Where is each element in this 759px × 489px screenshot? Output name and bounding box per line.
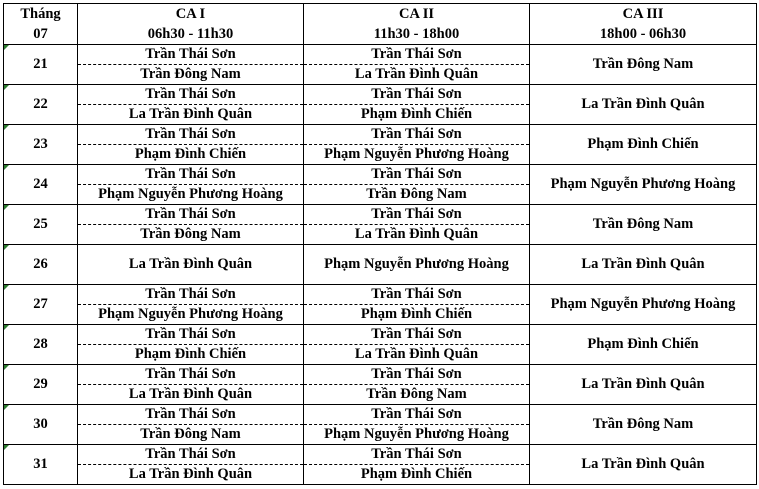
staff-name: Trần Đông Nam <box>592 56 694 72</box>
cell-marker-icon <box>4 165 9 170</box>
staff-name: Trần Thái Sơn <box>304 85 529 105</box>
staff-name: La Trần Đình Quân <box>354 346 479 362</box>
staff-name: La Trần Đình Quân <box>581 256 705 272</box>
day-cell <box>4 245 78 285</box>
staff-stack <box>304 285 529 324</box>
staff-name: Trần Thái Sơn <box>78 325 303 345</box>
table-row <box>4 445 757 485</box>
shift-cell-ca3 <box>530 405 757 445</box>
shift-header-ca2 <box>304 4 530 45</box>
month-label: Tháng <box>20 6 61 22</box>
shift-cell-ca1 <box>78 285 304 325</box>
cell-marker-icon <box>4 125 9 130</box>
shift-cell-ca3 <box>530 165 757 205</box>
staff-name: Phạm Đình Chiến <box>587 336 699 352</box>
staff-name: La Trần Đình Quân <box>354 66 479 82</box>
staff-name: Phạm Đình Chiến <box>587 136 699 152</box>
table-row <box>4 165 757 205</box>
shift-cell-ca2 <box>304 325 530 365</box>
staff-name: Trần Thái Sơn <box>304 365 529 385</box>
staff-stack <box>78 205 303 244</box>
staff-name: Trần Đông Nam <box>140 226 241 242</box>
staff-name: Trần Thái Sơn <box>304 405 529 425</box>
shift-cell-ca2 <box>304 85 530 125</box>
day-number: 26 <box>33 256 48 272</box>
month-header-cell <box>4 4 78 45</box>
shift-name: CA I <box>175 6 206 22</box>
staff-name: Trần Thái Sơn <box>78 165 303 185</box>
staff-name: Phạm Nguyễn Phương Hoàng <box>324 426 509 442</box>
shift-cell-ca1 <box>78 445 304 485</box>
day-cell <box>4 125 78 165</box>
staff-name: Phạm Đình Chiến <box>360 306 473 322</box>
shift-name: CA II <box>398 6 435 22</box>
staff-stack <box>78 125 303 164</box>
staff-stack <box>304 45 529 84</box>
shift-cell-ca1 <box>78 165 304 205</box>
staff-name: Trần Thái Sơn <box>304 285 529 305</box>
shift-cell-ca3 <box>530 205 757 245</box>
staff-name: La Trần Đình Quân <box>581 456 705 472</box>
staff-stack <box>78 445 303 484</box>
staff-name: La Trần Đình Quân <box>581 96 705 112</box>
cell-marker-icon <box>4 45 9 50</box>
staff-name: Phạm Đình Chiến <box>360 106 473 122</box>
day-cell <box>4 45 78 85</box>
staff-name: La Trần Đình Quân <box>128 386 253 402</box>
staff-name: Trần Thái Sơn <box>304 205 529 225</box>
day-number: 22 <box>33 96 48 112</box>
shift-cell-ca3 <box>530 445 757 485</box>
day-cell <box>4 325 78 365</box>
shift-cell-ca2 <box>304 125 530 165</box>
staff-name: Trần Thái Sơn <box>78 205 303 225</box>
day-cell <box>4 445 78 485</box>
shift-cell-ca1 <box>78 405 304 445</box>
staff-stack <box>304 85 529 124</box>
shift-header-ca1 <box>78 4 304 45</box>
table-row <box>4 245 757 285</box>
table-row <box>4 365 757 405</box>
staff-name: Trần Đông Nam <box>140 426 241 442</box>
cell-marker-icon <box>4 405 9 410</box>
shift-cell-ca2 <box>304 285 530 325</box>
staff-name: Trần Thái Sơn <box>304 325 529 345</box>
staff-name: La Trần Đình Quân <box>354 226 479 242</box>
staff-name: Phạm Nguyễn Phương Hoàng <box>324 146 509 162</box>
shift-cell-ca1 <box>78 325 304 365</box>
table-row <box>4 405 757 445</box>
staff-name: La Trần Đình Quân <box>128 106 253 122</box>
shift-name: CA III <box>622 6 664 22</box>
day-cell <box>4 365 78 405</box>
cell-marker-icon <box>4 285 9 290</box>
staff-name: Trần Thái Sơn <box>304 165 529 185</box>
staff-name: Trần Thái Sơn <box>304 125 529 145</box>
staff-name: Trần Thái Sơn <box>304 45 529 65</box>
day-number: 29 <box>33 376 48 392</box>
staff-name: Phạm Đình Chiến <box>134 146 247 162</box>
staff-name: Trần Thái Sơn <box>78 85 303 105</box>
shift-cell-ca2 <box>304 205 530 245</box>
day-number: 27 <box>33 296 48 312</box>
staff-stack <box>304 405 529 444</box>
shift-cell-ca3 <box>530 45 757 85</box>
shift-cell-ca2 <box>304 405 530 445</box>
day-number: 31 <box>33 456 48 472</box>
staff-name: Phạm Nguyễn Phương Hoàng <box>550 176 736 192</box>
shift-cell-ca3 <box>530 85 757 125</box>
shift-time: 11h30 - 18h00 <box>373 26 460 42</box>
staff-name: Trần Đông Nam <box>366 386 467 402</box>
staff-stack <box>304 325 529 364</box>
cell-marker-icon <box>4 85 9 90</box>
shift-cell-ca2 <box>304 165 530 205</box>
table-row <box>4 45 757 85</box>
staff-name: Trần Thái Sơn <box>78 125 303 145</box>
day-number: 24 <box>33 176 48 192</box>
staff-stack <box>78 405 303 444</box>
table-row <box>4 205 757 245</box>
day-number: 28 <box>33 336 48 352</box>
shift-cell-ca2 <box>304 365 530 405</box>
staff-name: Phạm Đình Chiến <box>134 346 247 362</box>
staff-name: Trần Đông Nam <box>140 66 241 82</box>
day-number: 23 <box>33 136 48 152</box>
shift-cell-ca1 <box>78 45 304 85</box>
shift-cell-ca1 <box>78 365 304 405</box>
staff-name: Phạm Nguyễn Phương Hoàng <box>324 256 509 272</box>
staff-stack <box>304 365 529 404</box>
table-row <box>4 285 757 325</box>
staff-stack <box>78 165 303 204</box>
shift-cell-ca1 <box>78 125 304 165</box>
staff-name: Trần Đông Nam <box>366 186 467 202</box>
cell-marker-icon <box>4 325 9 330</box>
staff-name: La Trần Đình Quân <box>581 376 705 392</box>
header-row <box>4 4 757 45</box>
day-cell <box>4 205 78 245</box>
day-number: 25 <box>33 216 48 232</box>
staff-name: Trần Thái Sơn <box>78 285 303 305</box>
staff-name: La Trần Đình Quân <box>128 256 253 272</box>
staff-stack <box>304 205 529 244</box>
staff-name: Trần Thái Sơn <box>304 445 529 465</box>
staff-name: Phạm Nguyễn Phương Hoàng <box>98 186 283 202</box>
shift-cell-ca3 <box>530 325 757 365</box>
shift-cell-ca3 <box>530 365 757 405</box>
day-cell <box>4 165 78 205</box>
shift-roster-table <box>3 3 757 485</box>
cell-marker-icon <box>4 205 9 210</box>
shift-cell-ca1 <box>78 205 304 245</box>
day-number: 21 <box>33 56 48 72</box>
shift-cell-ca3 <box>530 285 757 325</box>
day-number: 30 <box>33 416 48 432</box>
shift-cell-ca2 <box>304 245 530 285</box>
day-cell <box>4 85 78 125</box>
staff-name: Trần Thái Sơn <box>78 405 303 425</box>
table-row <box>4 125 757 165</box>
staff-name: Trần Thái Sơn <box>78 45 303 65</box>
shift-time: 06h30 - 11h30 <box>147 26 234 42</box>
staff-name: Phạm Nguyễn Phương Hoàng <box>98 306 283 322</box>
cell-marker-icon <box>4 445 9 450</box>
cell-marker-icon <box>4 245 9 250</box>
shift-cell-ca2 <box>304 445 530 485</box>
staff-stack <box>304 165 529 204</box>
shift-header-ca3 <box>530 4 757 45</box>
day-cell <box>4 285 78 325</box>
staff-stack <box>78 325 303 364</box>
shift-cell-ca1 <box>78 85 304 125</box>
staff-name: Phạm Nguyễn Phương Hoàng <box>550 296 736 312</box>
staff-name: Trần Đông Nam <box>592 216 694 232</box>
staff-name: La Trần Đình Quân <box>128 466 253 482</box>
table-row <box>4 85 757 125</box>
staff-stack <box>78 365 303 404</box>
shift-cell-ca2 <box>304 45 530 85</box>
staff-stack <box>78 45 303 84</box>
staff-stack <box>78 85 303 124</box>
shift-cell-ca3 <box>530 125 757 165</box>
day-cell <box>4 405 78 445</box>
shift-cell-ca3 <box>530 245 757 285</box>
staff-name: Trần Thái Sơn <box>78 445 303 465</box>
roster-body <box>4 45 757 485</box>
staff-name: Phạm Đình Chiến <box>360 466 473 482</box>
staff-stack <box>78 285 303 324</box>
staff-stack <box>304 445 529 484</box>
cell-marker-icon <box>4 365 9 370</box>
shift-cell-ca1 <box>78 245 304 285</box>
staff-name: Trần Thái Sơn <box>78 365 303 385</box>
staff-name: Trần Đông Nam <box>592 416 694 432</box>
table-row <box>4 325 757 365</box>
shift-time: 18h00 - 06h30 <box>599 26 687 42</box>
staff-stack <box>304 125 529 164</box>
month-value: 07 <box>33 26 48 42</box>
